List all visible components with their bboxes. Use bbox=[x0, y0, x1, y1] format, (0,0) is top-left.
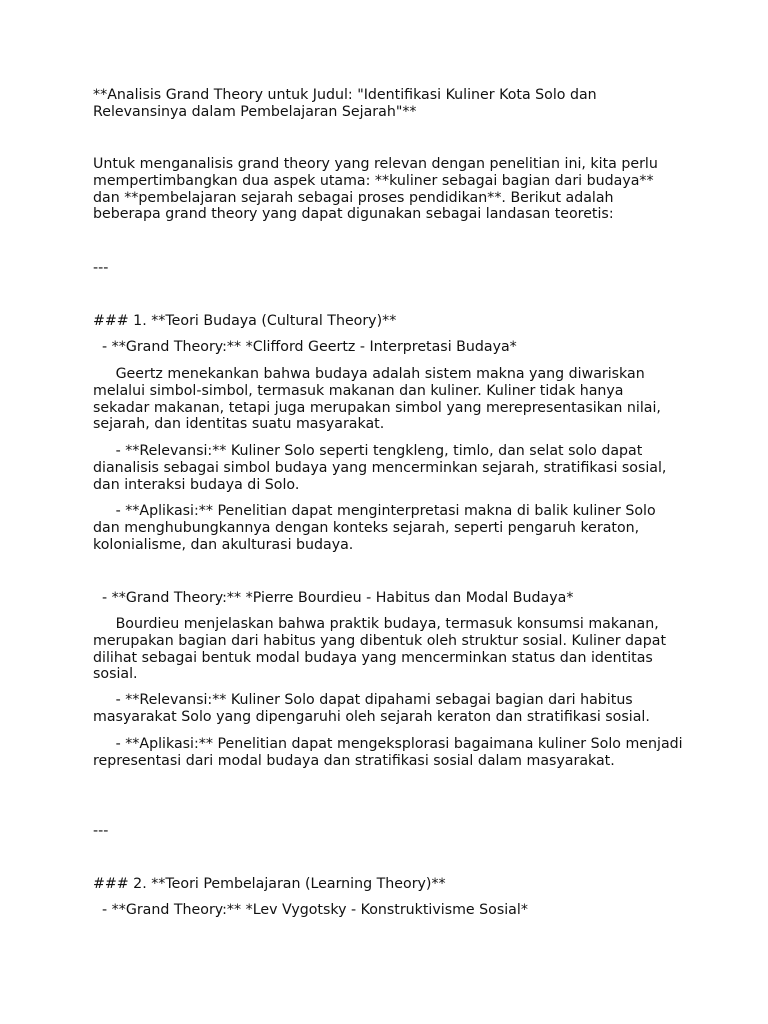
intro-paragraph: Untuk menganalisis grand theory yang relevan dengan penelitian ini, kita perlu mempertimbangkan dua aspek utama: **kuliner sebagai bagian dari budaya** dan **pembelajaran sejarah sebagai proses pendidikan**. Berikut adalah beberapa grand theory yang dapat digunakan sebagai landasan teoretis: bbox=[93, 156, 663, 223]
section-1-theory-2-relevansi: - **Relevansi:** Kuliner Solo dapat dipahami sebagai bagian dari habitus masyarakat Solo yang dipengaruhi oleh sejarah keraton dan stratifikasi sosial. bbox=[93, 692, 650, 725]
section-1-theory-2-description: Bourdieu menjelaskan bahwa praktik budaya, termasuk konsumsi makanan, merupakan bagian dari habitus yang dibentuk oleh struktur sosial. Kuliner dapat dilihat sebagai bentuk modal budaya yang mencerminkan status dan identitas sosial. bbox=[93, 616, 671, 683]
section-1-theory-2-label: - **Grand Theory:** *Pierre Bourdieu - Habitus dan Modal Budaya* bbox=[93, 590, 574, 606]
section-2-heading: ### 2. **Teori Pembelajaran (Learning Theory)** bbox=[93, 876, 446, 892]
section-1-theory-1-relevansi: - **Relevansi:** Kuliner Solo seperti tengkleng, timlo, dan selat solo dapat dianalisis sebagai simbol budaya yang mencerminkan sejarah, stratifikasi sosial, dan interaksi budaya di Solo. bbox=[93, 443, 671, 493]
section-1-theory-1-aplikasi: - **Aplikasi:** Penelitian dapat menginterpretasi makna di balik kuliner Solo dan menghubungkannya dengan konteks sejarah, seperti pengaruh keraton, kolonialisme, dan akulturasi budaya. bbox=[93, 503, 661, 553]
document-title: **Analisis Grand Theory untuk Judul: "Identifikasi Kuliner Kota Solo dan Relevansinya dalam Pembelajaran Sejarah"** bbox=[93, 87, 602, 120]
section-1-theory-2-aplikasi: - **Aplikasi:** Penelitian dapat mengeksplorasi bagaimana kuliner Solo menjadi representasi dari modal budaya dan stratifikasi sosial dalam masyarakat. bbox=[93, 736, 688, 769]
separator: --- bbox=[93, 260, 109, 276]
section-1-heading: ### 1. **Teori Budaya (Cultural Theory)** bbox=[93, 313, 397, 329]
separator: --- bbox=[93, 823, 109, 839]
section-2-theory-1-label: - **Grand Theory:** *Lev Vygotsky - Konstruktivisme Sosial* bbox=[93, 902, 528, 918]
section-1-theory-1-description: Geertz menekankan bahwa budaya adalah sistem makna yang diwariskan melalui simbol-simbol, termasuk makanan dan kuliner. Kuliner tidak hanya sekadar makanan, tetapi juga merupakan simbol yang merepresentasikan nilai, sejarah, dan identitas suatu masyarakat. bbox=[93, 366, 666, 433]
section-1-theory-1-label: - **Grand Theory:** *Clifford Geertz - Interpretasi Budaya* bbox=[93, 339, 517, 355]
